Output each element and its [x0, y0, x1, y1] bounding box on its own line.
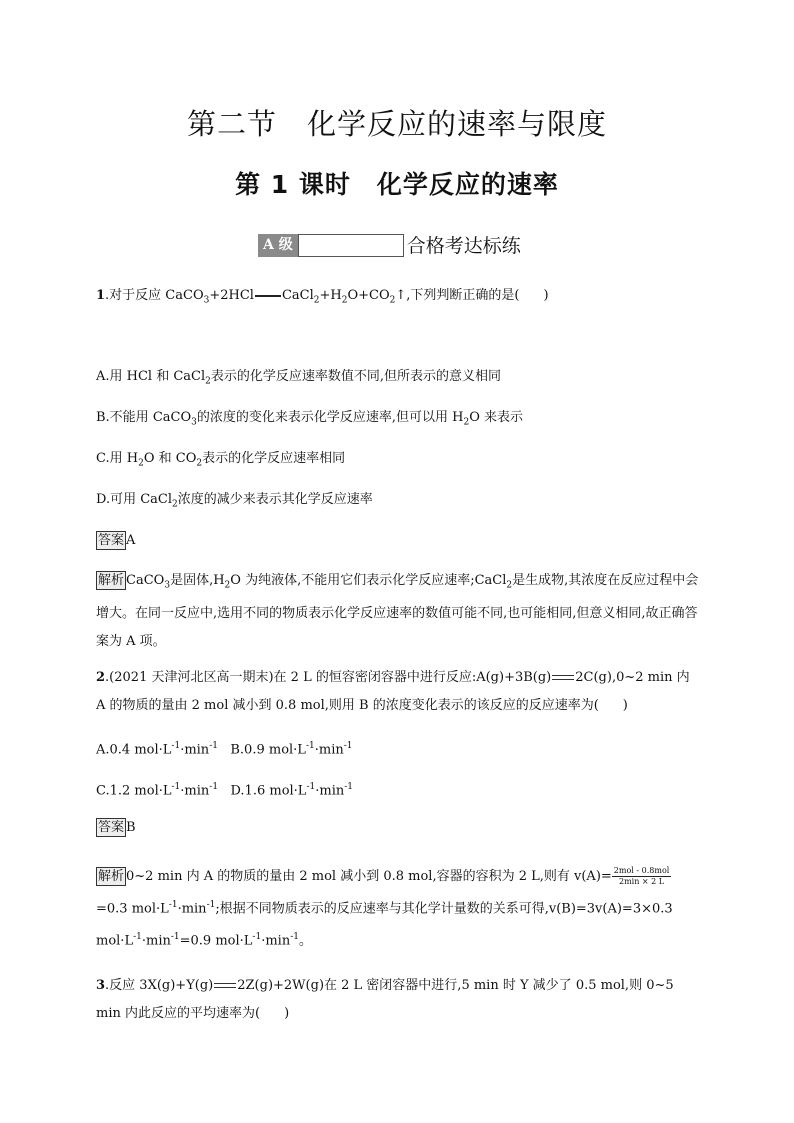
q1-answer: 答案 A — [98, 533, 136, 548]
q1-option-a: A.用 HCl 和 CaCl$_2$表示的化学反应速率数值不同,但所表示的意义相同 — [96, 369, 502, 387]
level-banner — [258, 227, 521, 257]
q3-stem: 3.反应 3X(g)+Y(g) 2Z(g)+2W(g)在 2 L 密闭容器中进行,5 min 时 Y 减少了 0.5 mol,则 0~5 min 内此反应的平均速率为( ) — [96, 978, 674, 1021]
q2-options-ab: A.0.4 $mol\cdot L^{-1}\cdot\min^{-1}$ B.0.9 $mol\cdot L^{-1}\cdot\min^{-1}$ — [96, 741, 353, 758]
lesson-title: 第 1 课时 化学反应的速率 — [235, 170, 559, 199]
reversible-arrow-icon — [214, 983, 236, 989]
level-badge: A 级 — [258, 234, 298, 257]
section-title: 第二节 化学反应的速率与限度 — [186, 107, 607, 141]
q2-answer: 答案 B — [98, 820, 136, 835]
answer-tag: 答案 — [98, 820, 125, 835]
q1-option-d: D.可用 CaCl$_2$浓度的减少来表示其化学反应速率 — [96, 492, 373, 510]
q1-option-b: B.不能用 CaCO$_3$的浓度的变化来表示化学反应速率,但可以用 $H_2O$ 来表示 — [96, 410, 523, 428]
analysis-tag: 解析 — [98, 869, 125, 884]
q1-option-c: C.用 $H_2O$ 和 $CO_2$表示的化学反应速率相同 — [96, 451, 346, 469]
fraction: $\frac{\text{2mol - 0.8mol}}{2\min \times 2 L}$ — [613, 866, 670, 886]
q1-stem: 1.对于反应 CaCO$_3$+2HCl $CaCl_2+H_2O+CO_2↑$,下列判断正确的是( ) — [96, 288, 549, 306]
reversible-arrow-icon — [552, 675, 574, 681]
level-text: 合格考达标练 — [406, 235, 521, 257]
q1-analysis: 解析 CaCO$_3$是固体$,H_2O$ 为纯液体,不能用它们表示化学反应速率;CaCl$_2$是生成物,其浓度在反应过程中会增大。在同一反应中,选用不同的物质表示化学反应速率的数值可能不同,也可能相同,但意义相同,故正确答案为 A 项。 — [96, 573, 699, 649]
analysis-tag: 解析 — [98, 573, 125, 588]
q2-stem: 2.(2021 天津河北区高一期末)在 2 L 的恒容密闭容器中进行反应:A(g)+3B(g) 2C(g),0~2 min 内 A 的物质的量由 2 mol 减小到 0.8 mol,则用 B 的浓度变化表示的该反应的反应速率为( ) — [96, 670, 690, 713]
q2-analysis: 解析 0~2 min 内 A 的物质的量由 2 mol 减小到 0.8 mol,容器的容积为 2 L,则有 v(A)= $\frac{\text{2mol - 0.8mol}}{2\min \times 2 L}$ =0.3 $mol\cdot L^{-1}\cdot\min^{-1}$;根据不同物质表示的反应速率与其化学计量数的关系可得,v(B)=3v(A)=3×0.3 $mol\cdot L^{-1}\cdot\min^{-1}=0.9$ $mol\cdot L^{-1}\cdot\min^{-1}$。 — [96, 866, 673, 949]
level-box — [298, 234, 404, 257]
answer-tag: 答案 — [98, 533, 125, 548]
q2-options-cd: C.1.2 $mol\cdot L^{-1}\cdot\min^{-1}$ D.1.6 $mol\cdot L^{-1}\cdot\min^{-1}$ — [96, 782, 354, 799]
equals-arrow-icon — [255, 295, 281, 297]
